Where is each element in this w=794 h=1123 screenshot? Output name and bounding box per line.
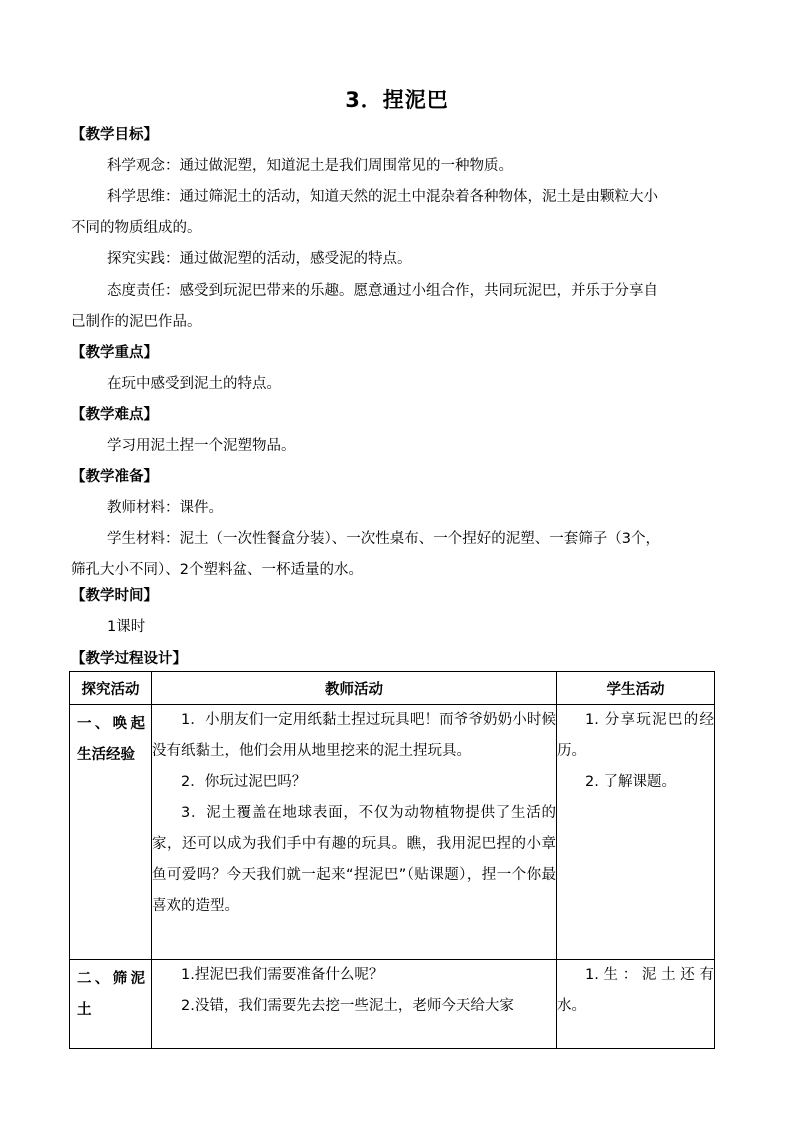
objective-line: 态度责任：感受到玩泥巴带来的乐趣。愿意通过小组合作，共同玩泥巴，并乐于分享自 (107, 283, 658, 299)
difficulties-text: 学习用泥土捏一个泥塑物品。 (107, 438, 296, 454)
objective-line: 科学观念：通过做泥塑，知道泥土是我们周围常见的一种物质。 (107, 158, 513, 174)
duration-heading: 【教学时间】 (71, 588, 158, 604)
teacher-step: 1.捏泥巴我们需要准备什么呢？ (181, 967, 384, 983)
teacher-step: 2．你玩过泥巴吗？ (181, 774, 307, 790)
teacher-step: 1．小朋友们一定用纸黏土捏过玩具吧！而爷爷奶奶小时候没有纸黏土，他们会用从地里挖来的泥土捏玩具。 (152, 712, 556, 759)
page-title: 3．捏泥巴 (345, 88, 449, 112)
table-header-row (70, 672, 715, 705)
preparation-heading: 【教学准备】 (71, 469, 158, 485)
objective-line: 己制作的泥巴作品。 (71, 314, 202, 330)
difficulties-heading: 【教学难点】 (71, 407, 158, 423)
student-materials-cont: 筛孔大小不同）、2个塑料盆、一杯适量的水。 (71, 562, 363, 578)
student-activity-cell (557, 960, 715, 1049)
teacher-step: 2.没错，我们需要先去挖一些泥土，老师今天给大家 (181, 998, 514, 1014)
student-materials: 学生材料：泥土（一次性餐盒分装）、一次性桌布、一个捏好的泥塑、一套筛子（3个， (107, 531, 660, 547)
activity-cell: 一、唤起生活经验 (70, 705, 152, 960)
process-heading: 【教学过程设计】 (71, 651, 187, 667)
objective-line: 探究实践：通过做泥塑的活动，感受泥的特点。 (107, 251, 412, 267)
header-student: 学生活动 (557, 672, 715, 705)
student-activity-cell (557, 705, 715, 960)
key-points-heading: 【教学重点】 (71, 345, 158, 361)
header-teacher: 教师活动 (152, 672, 557, 705)
table-row (70, 705, 715, 960)
process-table (69, 671, 715, 1049)
student-step: 1.生：泥土还有水。 (557, 967, 714, 1014)
table-row (70, 960, 715, 1049)
key-points-text: 在玩中感受到泥土的特点。 (107, 376, 281, 392)
teacher-step: 3．泥土覆盖在地球表面，不仅为动物植物提供了生活的家，还可以成为我们手中有趣的玩具。瞧，我用泥巴捏的小章鱼可爱吗？今天我们就一起来“捏泥巴”（贴课题），捏一个你最喜欢的造型。 (152, 805, 556, 914)
objectives-heading: 【教学目标】 (71, 127, 158, 143)
teacher-materials: 教师材料：课件。 (107, 500, 223, 516)
header-activity: 探究活动 (70, 672, 152, 705)
student-step: 1. 分享玩泥巴的经历。 (557, 712, 714, 759)
objective-line: 不同的物质组成的。 (71, 220, 202, 236)
teacher-activity-cell (152, 705, 557, 960)
duration-text: 1课时 (107, 619, 146, 635)
activity-cell: 二、筛泥土 (70, 960, 152, 1049)
teacher-activity-cell (152, 960, 557, 1049)
objective-line: 科学思维：通过筛泥土的活动，知道天然的泥土中混杂着各种物体，泥土是由颗粒大小 (107, 189, 658, 205)
student-step: 2. 了解课题。 (585, 774, 676, 790)
